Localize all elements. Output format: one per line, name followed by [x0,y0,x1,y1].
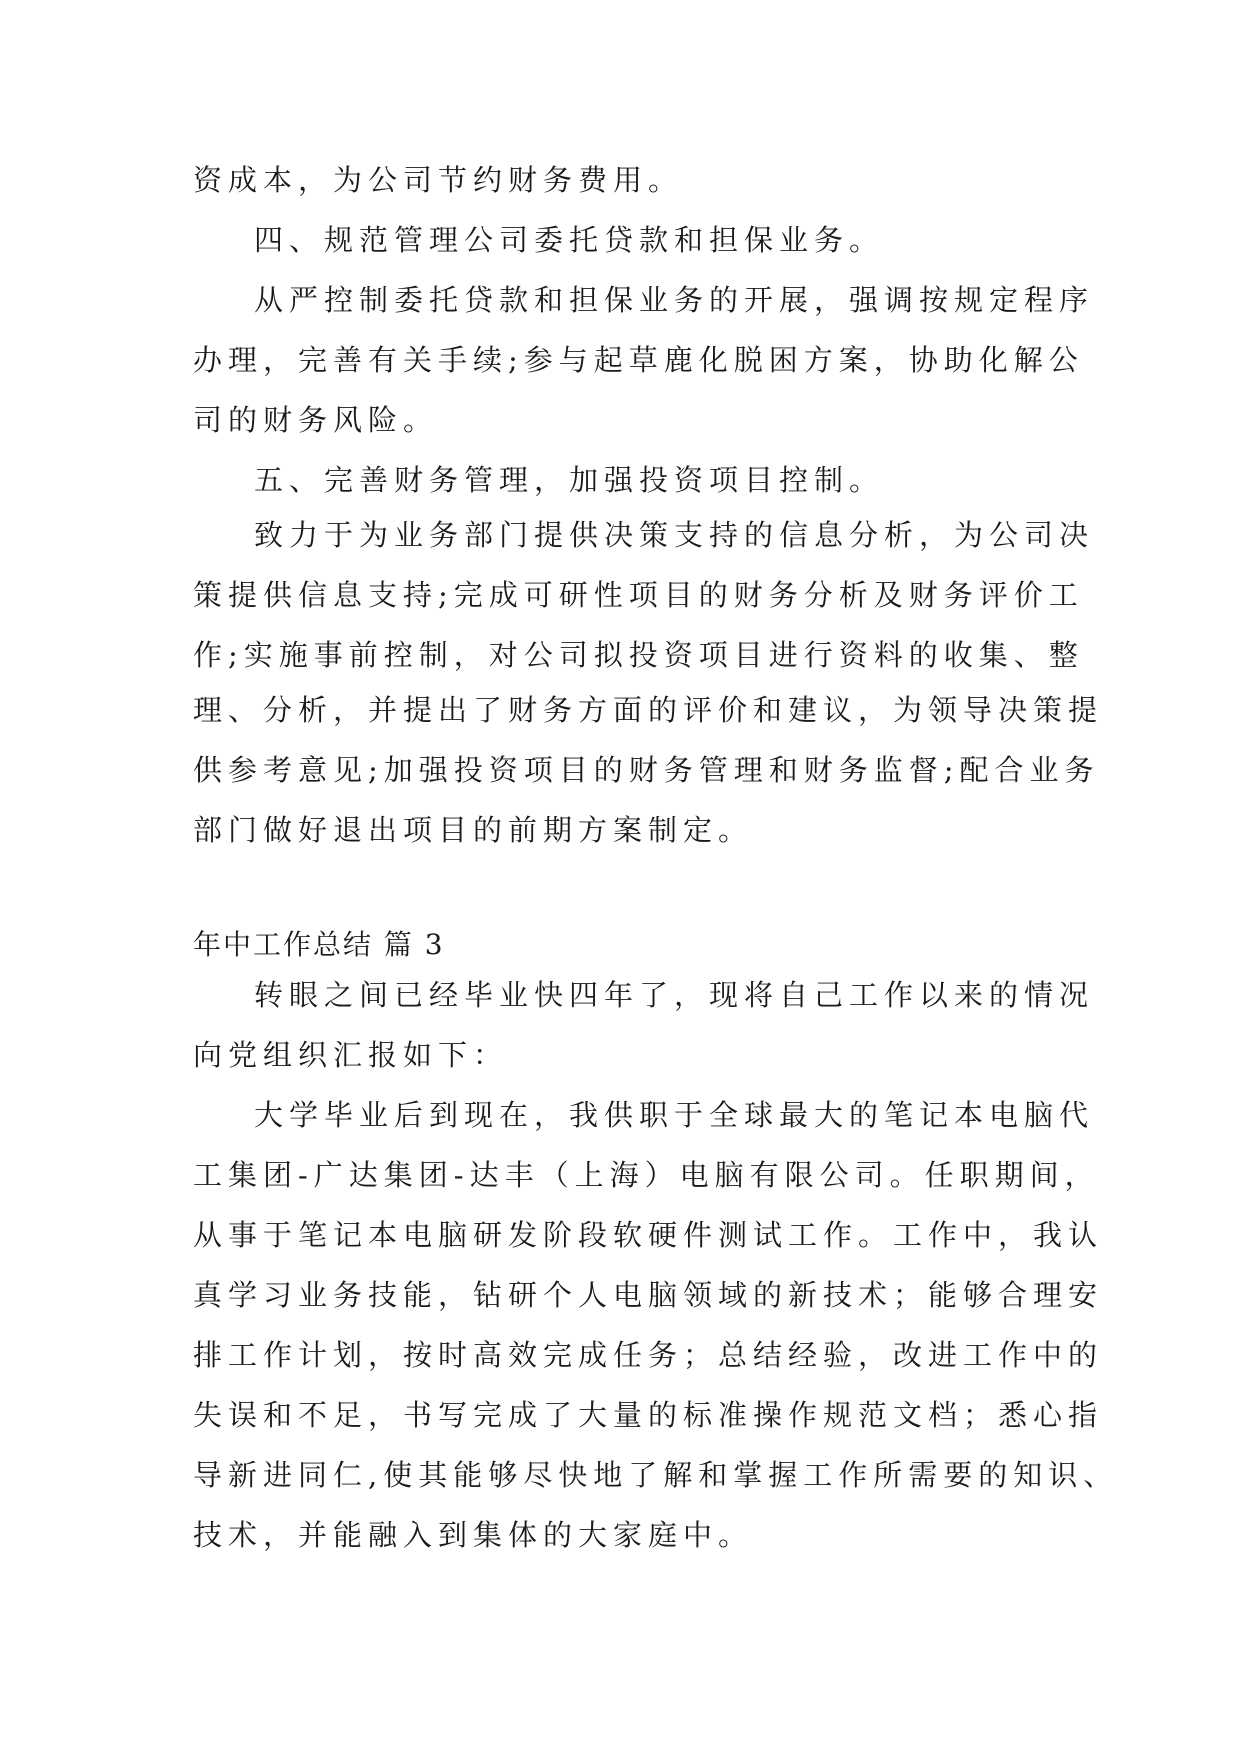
paragraph-line: 工集团-广达集团-达丰（上海）电脑有限公司。任职期间， [193,1158,1100,1192]
paragraph-line: 致力于为业务部门提供决策支持的信息分析，为公司决 [254,518,1095,552]
paragraph-line: 从严控制委托贷款和担保业务的开展，强调按规定程序 [254,283,1095,317]
paragraph-line: 排工作计划，按时高效完成任务；总结经验，改进工作中的 [193,1338,1104,1372]
paragraph-line: 作;实施事前控制，对公司拟投资项目进行资料的收集、整 [193,638,1084,672]
paragraph-line: 理、分析，并提出了财务方面的评价和建议，为领导决策提 [193,693,1104,727]
paragraph-line: 转眼之间已经毕业快四年了，现将自己工作以来的情况 [254,978,1095,1012]
paragraph-line: 向党组织汇报如下： [193,1038,509,1072]
paragraph-line: 部门做好退出项目的前期方案制定。 [193,813,754,847]
paragraph-line: 技术，并能融入到集体的大家庭中。 [193,1518,754,1552]
paragraph-line: 真学习业务技能，钻研个人电脑领域的新技术；能够合理安 [193,1278,1104,1312]
article-title: 年中工作总结 篇 3 [193,928,445,961]
paragraph-line: 策提供信息支持;完成可研性项目的财务分析及财务评价工 [193,578,1084,612]
paragraph-line: 供参考意见;加强投资项目的财务管理和财务监督;配合业务 [193,753,1100,787]
paragraph-line: 导新进同仁,使其能够尽快地了解和掌握工作所需要的知识、 [193,1458,1119,1492]
section-heading: 五、完善财务管理，加强投资项目控制。 [254,463,885,497]
paragraph-line: 大学毕业后到现在，我供职于全球最大的笔记本电脑代 [254,1098,1095,1132]
paragraph-line: 失误和不足，书写完成了大量的标准操作规范文档；悉心指 [193,1398,1104,1432]
section-heading: 四、规范管理公司委托贷款和担保业务。 [254,223,885,257]
paragraph-line: 司的财务风险。 [193,403,439,437]
paragraph-line: 从事于笔记本电脑研发阶段软硬件测试工作。工作中，我认 [193,1218,1104,1252]
paragraph-line: 资成本，为公司节约财务费用。 [193,163,684,197]
paragraph-line: 办理，完善有关手续;参与起草鹿化脱困方案，协助化解公 [193,343,1084,377]
